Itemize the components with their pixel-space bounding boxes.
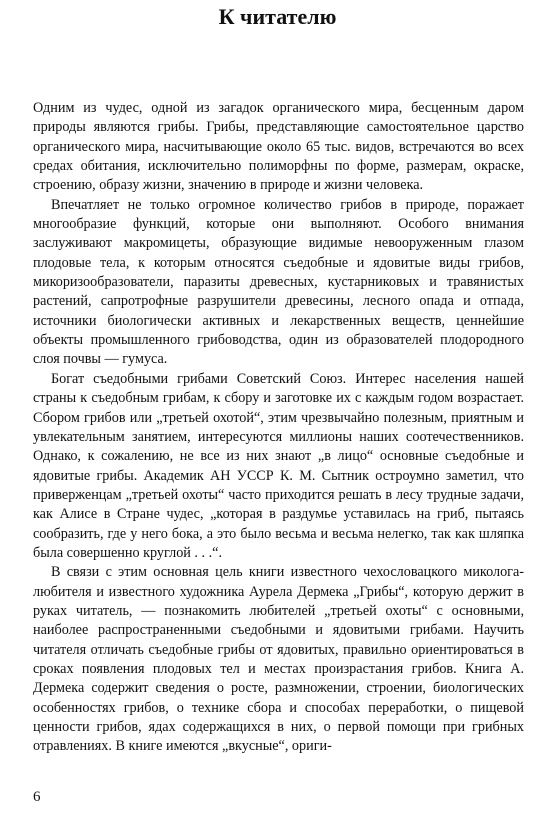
paragraph-3: Богат съедобными грибами Советский Союз. Интерес населения нашей страны к съедобным грибам, к сбору и заготовке их с каждым годом возрастает. Сбором грибов или „третьей охотой“, этим чрезвычайно полезным, приятным и увлекательным занятием, интересуются миллионы наших соотечественников. Однако, к сожалению, не все из них знают „в лицо“ основные съедобные и ядовитые грибы. Академик АН УССР К. М. Сытник остроумно заметил, что приверженцам „третьей охоты“ часто приходится решать в лесу трудные задачи, как Алисе в Стране чудес, „которая в раздумье уставилась на гриб, пытаясь сообразить, где у него бока, а это было весьма и весьма нелегко, так как шляпка была совершенно круглой . . .“.: [33, 370, 524, 561]
body-text: [33, 99, 524, 757]
paragraph-2: Впечатляет не только огромное количество грибов в природе, поражает многообразие функций, которые они выполняют. Особого внимания заслуживают макромицеты, образующие видимые невооруженным глазом плодовые тела, к которым относятся съедобные и ядовитые виды грибов, микоризообразователи, паразиты древесных, кустарниковых и травянистых растений, сапротрофные разрушители древесины, лесного опада и отпада, источники биологически активных и лекарственных веществ, ценнейшие объекты промышленного грибоводства, один из образователей плодородного слоя почвы — гумуса.: [33, 196, 524, 368]
paragraph-1: Одним из чудес, одной из загадок органического мира, бесценным даром природы являются грибы. Грибы, представляющие самостоятельное царство органического мира, насчитывающие около 65 тыс. видов, встречаются во всех средах обитания, исключительно полиморфны по форме, размерам, окраске, строению, образу жизни, значению в природе и жизни человека.: [33, 100, 524, 194]
page-number: 6: [33, 789, 41, 805]
chapter-title: К читателю: [218, 4, 337, 29]
paragraph-4: В связи с этим основная цель книги известного чехословацкого миколога-любителя и известного художника Аурела Дермека „Грибы“, которую держит в руках читатель, — познакомить любителей „третьей охоты“ с основными, наиболее распространенными съедобными и ядовитыми грибами. Научить читателя отличать съедобные грибы от ядовитых, правильно ориентироваться в сроках появления плодовых тел и местах произрастания грибов. Книга А. Дермека содержит сведения о росте, размножении, строении, биологических особенностях грибов, о технике сбора и способах переработки, о пищевой ценности грибов, ядах содержащихся в них, о первой помощи при грибных отравлениях. В книге имеются „вкусные“, ориги-: [33, 564, 524, 755]
